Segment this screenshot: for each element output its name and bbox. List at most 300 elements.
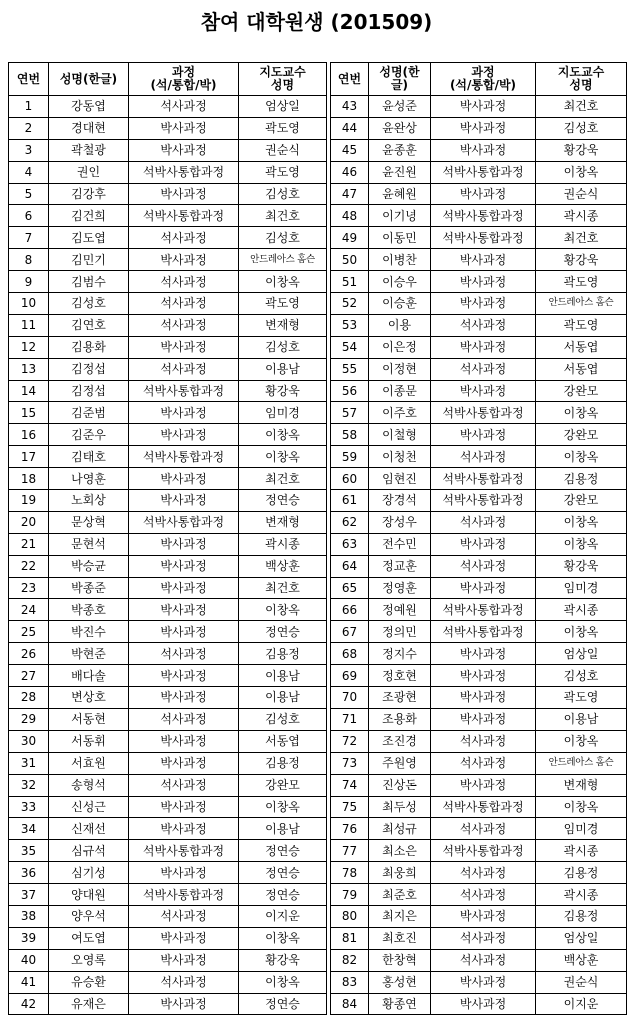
cell-advisor: 최건호 [536, 96, 627, 118]
cell-name: 나영훈 [49, 468, 129, 490]
table-row [331, 621, 627, 643]
cell-no: 1 [9, 96, 49, 118]
cell-no: 62 [331, 511, 369, 533]
cell-course: 석박사통합과정 [431, 227, 536, 249]
table-row [9, 884, 327, 906]
cell-no: 52 [331, 293, 369, 315]
cell-advisor: 곽도영 [536, 271, 627, 293]
cell-advisor: 이용남 [239, 687, 327, 709]
table-row [331, 752, 627, 774]
table-row [9, 555, 327, 577]
cell-no: 21 [9, 533, 49, 555]
cell-course: 석사과정 [431, 949, 536, 971]
cell-name: 김태호 [49, 446, 129, 468]
cell-advisor: 임미경 [239, 402, 327, 424]
cell-advisor: 서동엽 [536, 336, 627, 358]
cell-advisor: 곽도영 [239, 161, 327, 183]
cell-no: 46 [331, 161, 369, 183]
cell-no: 13 [9, 358, 49, 380]
cell-advisor: 김성호 [239, 183, 327, 205]
cell-advisor: 김용정 [239, 752, 327, 774]
cell-course: 석사과정 [129, 96, 239, 118]
cell-name: 윤혜원 [369, 183, 431, 205]
cell-course: 박사과정 [129, 249, 239, 271]
cell-name: 최웅희 [369, 862, 431, 884]
cell-course: 석사과정 [431, 446, 536, 468]
cell-name: 한창혁 [369, 949, 431, 971]
table-row [9, 621, 327, 643]
table-row [331, 862, 627, 884]
cell-no: 33 [9, 796, 49, 818]
cell-advisor: 이창옥 [536, 402, 627, 424]
cell-advisor: 김성호 [239, 336, 327, 358]
cell-name: 심기성 [49, 862, 129, 884]
cell-name: 최호진 [369, 927, 431, 949]
cell-course: 석사과정 [431, 752, 536, 774]
cell-course: 석박사통합과정 [431, 490, 536, 512]
cell-name: 김도엽 [49, 227, 129, 249]
cell-course: 박사과정 [129, 862, 239, 884]
table-row [331, 708, 627, 730]
table-row [331, 205, 627, 227]
table-row [331, 905, 627, 927]
table-row [9, 687, 327, 709]
table-row [9, 293, 327, 315]
cell-course: 석사과정 [431, 730, 536, 752]
cell-course: 석박사통합과정 [431, 599, 536, 621]
cell-name: 정호현 [369, 665, 431, 687]
cell-course: 박사과정 [129, 555, 239, 577]
cell-name: 이병찬 [369, 249, 431, 271]
student-tables [8, 62, 626, 1018]
table-row [9, 818, 327, 840]
cell-name: 김성호 [49, 293, 129, 315]
cell-course: 석박사통합과정 [431, 621, 536, 643]
cell-advisor: 이창옥 [536, 621, 627, 643]
table-row [331, 424, 627, 446]
cell-course: 박사과정 [431, 249, 536, 271]
cell-advisor: 이용남 [239, 818, 327, 840]
table-row [331, 533, 627, 555]
cell-advisor: 정연승 [239, 490, 327, 512]
cell-course: 박사과정 [129, 468, 239, 490]
cell-no: 43 [331, 96, 369, 118]
cell-name: 오영록 [49, 949, 129, 971]
table-row [9, 643, 327, 665]
cell-name: 이기녕 [369, 205, 431, 227]
cell-no: 8 [9, 249, 49, 271]
table-row [331, 643, 627, 665]
table-row [9, 862, 327, 884]
cell-name: 여도엽 [49, 927, 129, 949]
cell-name: 이동민 [369, 227, 431, 249]
cell-course: 박사과정 [431, 708, 536, 730]
cell-name: 신재선 [49, 818, 129, 840]
cell-advisor: 황강욱 [536, 555, 627, 577]
table-row [9, 533, 327, 555]
cell-course: 석박사통합과정 [129, 884, 239, 906]
cell-name: 배다솔 [49, 665, 129, 687]
cell-course: 박사과정 [129, 927, 239, 949]
cell-advisor: 백상훈 [536, 949, 627, 971]
cell-advisor: 백상훈 [239, 555, 327, 577]
cell-advisor: 강완모 [536, 424, 627, 446]
header-advisor-line2: 성명 [569, 78, 593, 92]
cell-course: 박사과정 [129, 752, 239, 774]
table-row [9, 796, 327, 818]
cell-advisor: 서동엽 [536, 358, 627, 380]
cell-name: 최소은 [369, 840, 431, 862]
cell-name: 정교훈 [369, 555, 431, 577]
cell-name: 윤완상 [369, 117, 431, 139]
cell-course: 박사과정 [129, 490, 239, 512]
table-row [9, 511, 327, 533]
cell-course: 석박사통합과정 [431, 840, 536, 862]
table-row [331, 730, 627, 752]
table-row [9, 927, 327, 949]
cell-course: 박사과정 [129, 402, 239, 424]
cell-course: 박사과정 [431, 96, 536, 118]
table-row [331, 840, 627, 862]
cell-no: 25 [9, 621, 49, 643]
cell-no: 76 [331, 818, 369, 840]
table-row [9, 227, 327, 249]
cell-course: 박사과정 [129, 993, 239, 1015]
cell-name: 주원영 [369, 752, 431, 774]
cell-course: 박사과정 [129, 336, 239, 358]
header-course-line2: (석/통합/박) [449, 78, 517, 92]
cell-name: 서동현 [49, 708, 129, 730]
cell-no: 16 [9, 424, 49, 446]
table-row [331, 511, 627, 533]
cell-course: 박사과정 [129, 599, 239, 621]
cell-no: 59 [331, 446, 369, 468]
table-row [331, 555, 627, 577]
cell-no: 9 [9, 271, 49, 293]
cell-course: 박사과정 [431, 139, 536, 161]
cell-name: 박종호 [49, 599, 129, 621]
cell-no: 51 [331, 271, 369, 293]
header-course-line2: (석/통합/박) [150, 78, 217, 92]
cell-advisor: 곽도영 [536, 314, 627, 336]
cell-course: 석박사통합과정 [129, 446, 239, 468]
table-row [9, 271, 327, 293]
cell-advisor: 이창옥 [239, 271, 327, 293]
cell-name: 박종준 [49, 577, 129, 599]
cell-course: 박사과정 [129, 183, 239, 205]
table-row [9, 161, 327, 183]
table-row [331, 665, 627, 687]
table-row [9, 840, 327, 862]
cell-name: 정예원 [369, 599, 431, 621]
cell-advisor: 곽시종 [536, 840, 627, 862]
cell-no: 10 [9, 293, 49, 315]
table-body-right [331, 96, 627, 1015]
cell-name: 김건희 [49, 205, 129, 227]
table-row [331, 293, 627, 315]
table-row [331, 139, 627, 161]
cell-advisor: 황강욱 [536, 139, 627, 161]
table-row [9, 402, 327, 424]
cell-course: 박사과정 [431, 971, 536, 993]
cell-course: 박사과정 [129, 533, 239, 555]
header-advisor [239, 63, 327, 96]
table-row [331, 971, 627, 993]
cell-advisor: 임미경 [536, 577, 627, 599]
cell-advisor: 곽시종 [536, 599, 627, 621]
cell-advisor: 강완모 [536, 380, 627, 402]
cell-course: 석사과정 [129, 643, 239, 665]
cell-no: 17 [9, 446, 49, 468]
cell-course: 박사과정 [129, 665, 239, 687]
cell-no: 5 [9, 183, 49, 205]
cell-name: 노회상 [49, 490, 129, 512]
header-advisor [536, 63, 627, 96]
cell-no: 34 [9, 818, 49, 840]
cell-advisor: 정연승 [239, 840, 327, 862]
cell-advisor: 이지운 [239, 905, 327, 927]
cell-advisor: 이창옥 [536, 446, 627, 468]
cell-no: 35 [9, 840, 49, 862]
cell-name: 최성규 [369, 818, 431, 840]
cell-no: 56 [331, 380, 369, 402]
cell-name: 정지수 [369, 643, 431, 665]
cell-no: 71 [331, 708, 369, 730]
cell-name: 정영훈 [369, 577, 431, 599]
cell-course: 박사과정 [129, 949, 239, 971]
header-advisor-line1: 지도교수 [259, 65, 306, 79]
header-course [431, 63, 536, 96]
table-row [331, 117, 627, 139]
cell-course: 석사과정 [431, 818, 536, 840]
header-name [369, 63, 431, 96]
cell-no: 72 [331, 730, 369, 752]
cell-course: 석사과정 [129, 271, 239, 293]
cell-advisor: 최건호 [239, 205, 327, 227]
cell-advisor: 엄상일 [536, 643, 627, 665]
cell-no: 31 [9, 752, 49, 774]
cell-advisor: 이지운 [536, 993, 627, 1015]
table-row [9, 183, 327, 205]
cell-name: 문상혁 [49, 511, 129, 533]
cell-name: 이철형 [369, 424, 431, 446]
table-row [9, 336, 327, 358]
table-row [9, 665, 327, 687]
cell-no: 18 [9, 468, 49, 490]
cell-no: 64 [331, 555, 369, 577]
cell-advisor: 곽도영 [239, 117, 327, 139]
cell-no: 37 [9, 884, 49, 906]
table-row [9, 971, 327, 993]
cell-course: 석사과정 [129, 358, 239, 380]
cell-course: 박사과정 [129, 139, 239, 161]
cell-course: 석사과정 [129, 774, 239, 796]
table-row [331, 336, 627, 358]
table-row [9, 949, 327, 971]
cell-no: 55 [331, 358, 369, 380]
cell-no: 3 [9, 139, 49, 161]
page-title: 참여 대학원생 (201509) [200, 10, 433, 34]
cell-name: 이은정 [369, 336, 431, 358]
cell-advisor: 정연승 [239, 884, 327, 906]
cell-course: 석박사통합과정 [129, 380, 239, 402]
cell-advisor: 임미경 [536, 818, 627, 840]
table-row [9, 599, 327, 621]
cell-course: 석사과정 [129, 293, 239, 315]
cell-name: 이주호 [369, 402, 431, 424]
cell-course: 석사과정 [129, 708, 239, 730]
cell-advisor: 곽도영 [239, 293, 327, 315]
cell-course: 석사과정 [431, 314, 536, 336]
cell-no: 54 [331, 336, 369, 358]
table-row [331, 314, 627, 336]
cell-advisor: 정연승 [239, 621, 327, 643]
cell-name: 유승환 [49, 971, 129, 993]
cell-course: 석사과정 [431, 358, 536, 380]
table-row [331, 774, 627, 796]
table-row [9, 577, 327, 599]
cell-advisor: 이창옥 [536, 161, 627, 183]
cell-advisor: 이용남 [239, 358, 327, 380]
cell-course: 석박사통합과정 [129, 840, 239, 862]
header-course [129, 63, 239, 96]
cell-advisor: 황강욱 [536, 249, 627, 271]
cell-course: 박사과정 [431, 336, 536, 358]
table-row [9, 117, 327, 139]
cell-course: 박사과정 [129, 730, 239, 752]
table-row [331, 949, 627, 971]
cell-course: 박사과정 [431, 380, 536, 402]
cell-name: 조용화 [369, 708, 431, 730]
cell-advisor: 강완모 [239, 774, 327, 796]
table-row [9, 380, 327, 402]
cell-no: 78 [331, 862, 369, 884]
student-table-right [330, 62, 627, 1015]
cell-no: 80 [331, 905, 369, 927]
cell-course: 석박사통합과정 [431, 402, 536, 424]
cell-name: 송형석 [49, 774, 129, 796]
cell-course: 석박사통합과정 [129, 161, 239, 183]
cell-no: 15 [9, 402, 49, 424]
cell-name: 신성근 [49, 796, 129, 818]
cell-advisor: 정연승 [239, 862, 327, 884]
cell-name: 윤진원 [369, 161, 431, 183]
table-body-left [9, 96, 327, 1015]
cell-advisor: 안드레아스 홈슨 [536, 752, 627, 774]
cell-course: 석사과정 [431, 555, 536, 577]
cell-course: 박사과정 [431, 424, 536, 446]
cell-advisor: 김성호 [239, 227, 327, 249]
cell-no: 6 [9, 205, 49, 227]
cell-name: 황종연 [369, 993, 431, 1015]
cell-advisor: 김용정 [536, 468, 627, 490]
cell-no: 22 [9, 555, 49, 577]
cell-course: 박사과정 [431, 643, 536, 665]
cell-name: 임현진 [369, 468, 431, 490]
cell-no: 73 [331, 752, 369, 774]
cell-course: 석사과정 [129, 905, 239, 927]
table-row [9, 96, 327, 118]
cell-name: 장경석 [369, 490, 431, 512]
student-table-left [8, 62, 327, 1015]
table-row [9, 905, 327, 927]
table-row [9, 993, 327, 1015]
table-row [331, 818, 627, 840]
table-row [9, 205, 327, 227]
cell-no: 82 [331, 949, 369, 971]
cell-name: 최준호 [369, 884, 431, 906]
cell-name: 유재은 [49, 993, 129, 1015]
table-row [9, 774, 327, 796]
cell-name: 최지은 [369, 905, 431, 927]
cell-advisor: 변재형 [536, 774, 627, 796]
table-row [331, 249, 627, 271]
cell-no: 50 [331, 249, 369, 271]
cell-no: 69 [331, 665, 369, 687]
cell-course: 박사과정 [431, 117, 536, 139]
cell-advisor: 이창옥 [536, 511, 627, 533]
header-no: 연번 [331, 63, 369, 96]
header-name-line1: 성명(한 [379, 65, 420, 79]
cell-advisor: 황강욱 [239, 949, 327, 971]
cell-course: 석박사통합과정 [431, 161, 536, 183]
table-row [331, 599, 627, 621]
cell-course: 석사과정 [129, 971, 239, 993]
cell-no: 48 [331, 205, 369, 227]
cell-advisor: 김성호 [536, 117, 627, 139]
table-row [9, 708, 327, 730]
cell-no: 20 [9, 511, 49, 533]
table-row [331, 927, 627, 949]
cell-no: 63 [331, 533, 369, 555]
cell-name: 이승훈 [369, 293, 431, 315]
cell-name: 김범수 [49, 271, 129, 293]
table-row [331, 227, 627, 249]
cell-advisor: 최건호 [239, 468, 327, 490]
cell-advisor: 권순식 [536, 971, 627, 993]
cell-no: 24 [9, 599, 49, 621]
table-row [331, 884, 627, 906]
header-name-line2: 글) [390, 78, 409, 92]
cell-advisor: 안드레아스 홈슨 [239, 249, 327, 271]
cell-no: 41 [9, 971, 49, 993]
cell-no: 19 [9, 490, 49, 512]
cell-name: 김연호 [49, 314, 129, 336]
table-row [9, 249, 327, 271]
cell-name: 김민기 [49, 249, 129, 271]
cell-advisor: 이창옥 [239, 927, 327, 949]
table-row [9, 358, 327, 380]
cell-name: 경대현 [49, 117, 129, 139]
cell-no: 27 [9, 665, 49, 687]
cell-course: 박사과정 [431, 271, 536, 293]
cell-name: 조광현 [369, 687, 431, 709]
table-row [331, 161, 627, 183]
cell-name: 윤종훈 [369, 139, 431, 161]
cell-name: 장성우 [369, 511, 431, 533]
cell-course: 석박사통합과정 [431, 796, 536, 818]
cell-name: 이정현 [369, 358, 431, 380]
table-row [331, 402, 627, 424]
cell-name: 문현석 [49, 533, 129, 555]
cell-no: 7 [9, 227, 49, 249]
cell-name: 김준우 [49, 424, 129, 446]
table-row [331, 490, 627, 512]
cell-advisor: 김용정 [239, 643, 327, 665]
cell-advisor: 김용정 [536, 862, 627, 884]
cell-course: 박사과정 [431, 687, 536, 709]
cell-course: 석사과정 [431, 927, 536, 949]
